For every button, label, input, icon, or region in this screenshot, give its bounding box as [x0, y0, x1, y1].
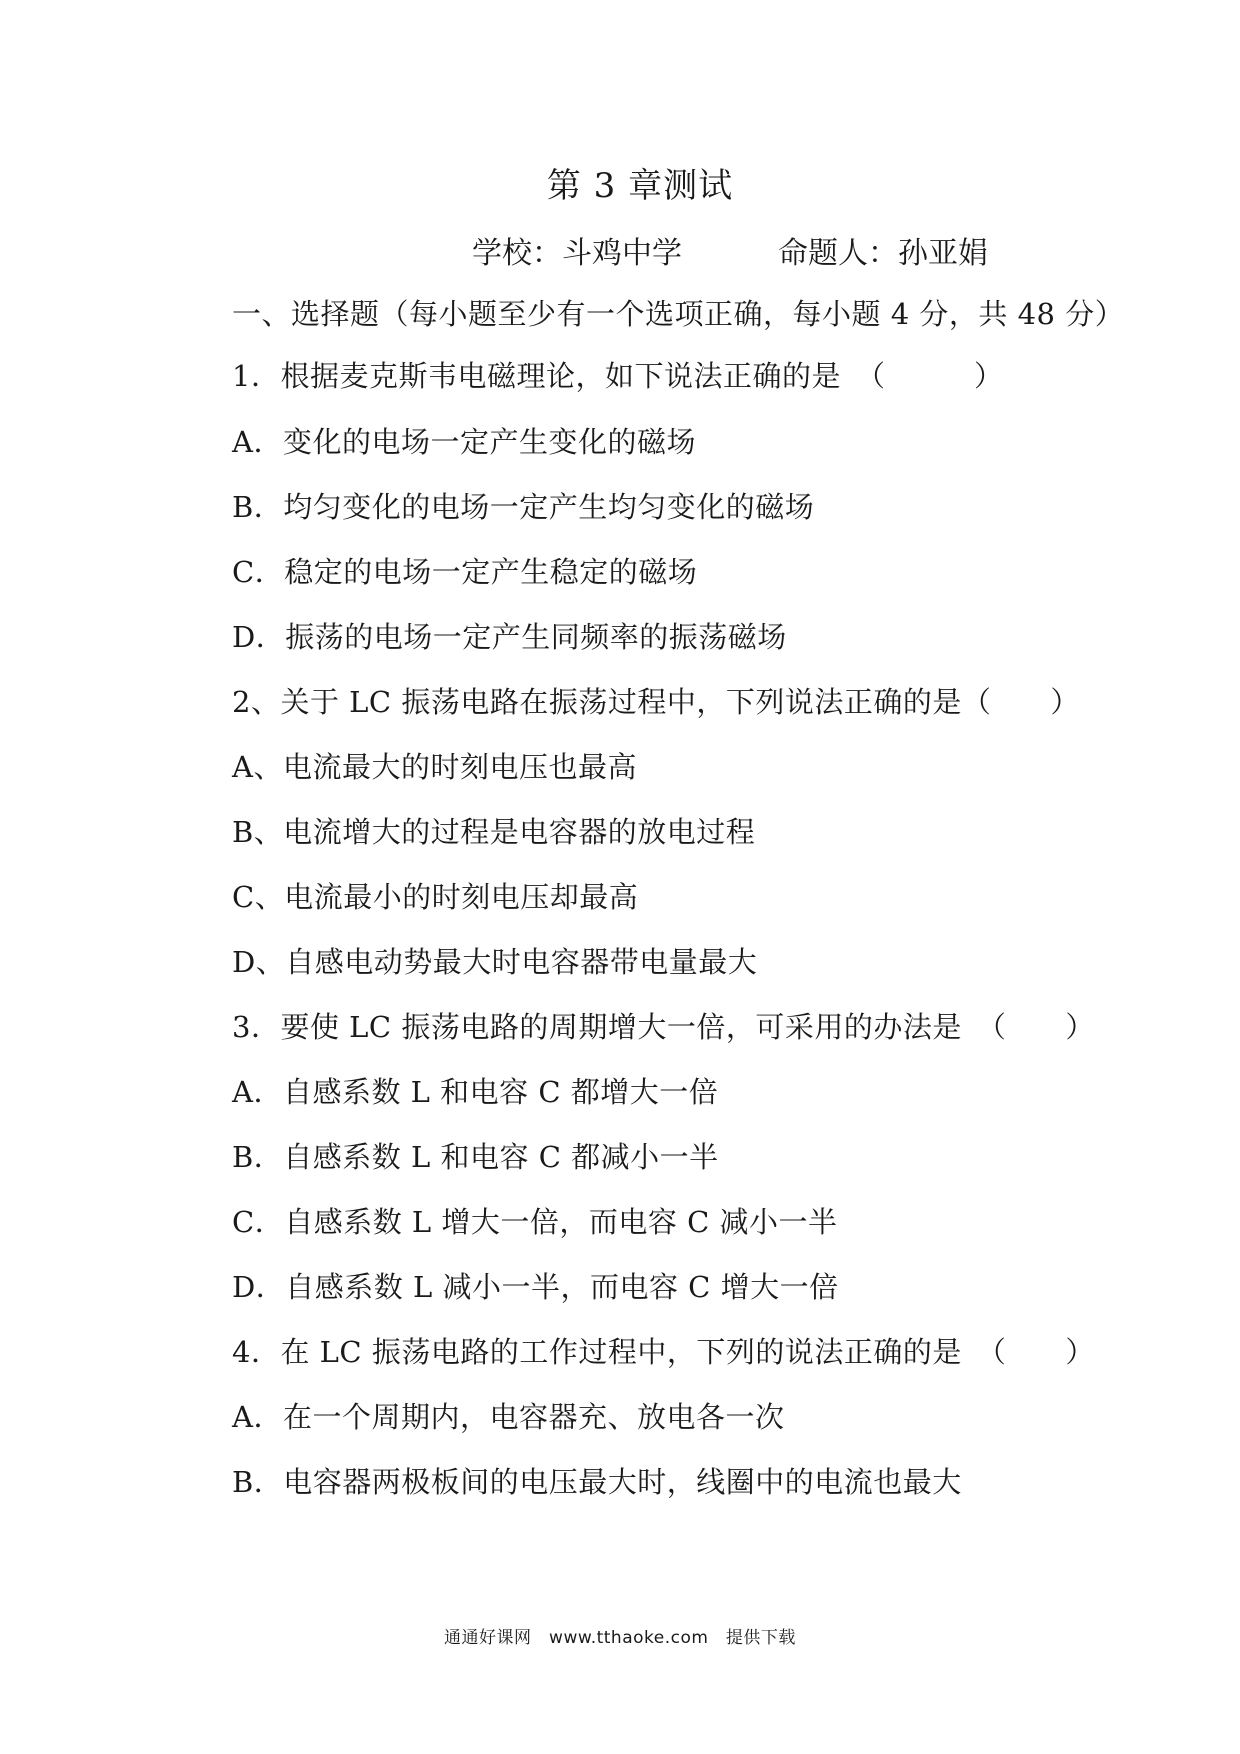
- page-title: 第 3 章测试: [546, 166, 734, 206]
- question-4: 4．在 LC 振荡电路的工作过程中，下列的说法正确的是 （ ）: [232, 1335, 1095, 1369]
- exam-meta: [472, 228, 988, 272]
- q1-option-d: D．振荡的电场一定产生同频率的振荡磁场: [232, 620, 787, 654]
- footer-source: 通通好课网 www.tthaoke.com 提供下载: [444, 1628, 796, 1648]
- question-3: 3．要使 LC 振荡电路的周期增大一倍，可采用的办法是 （ ）: [232, 1010, 1095, 1044]
- q3-option-c: C．自感系数 L 增大一倍，而电容 C 减小一半: [232, 1205, 838, 1239]
- school-label: 学校：斗鸡中学: [472, 236, 682, 271]
- q1-option-a: A．变化的电场一定产生变化的磁场: [232, 425, 696, 459]
- q2-option-a: A、电流最大的时刻电压也最高: [232, 750, 637, 784]
- q4-option-a: A．在一个周期内，电容器充、放电各一次: [232, 1400, 785, 1434]
- q1-option-c: C．稳定的电场一定产生稳定的磁场: [232, 555, 698, 589]
- q2-option-c: C、电流最小的时刻电压却最高: [232, 880, 639, 914]
- q3-option-d: D．自感系数 L 减小一半，而电容 C 增大一倍: [232, 1270, 839, 1304]
- q4-option-b: B．电容器两极板间的电压最大时，线圈中的电流也最大: [232, 1465, 962, 1499]
- author-label: 命题人：孙亚娟: [778, 236, 988, 271]
- section-heading: 一、选择题（每小题至少有一个选项正确，每小题 4 分，共 48 分）: [232, 297, 1125, 331]
- q1-option-b: B．均匀变化的电场一定产生均匀变化的磁场: [232, 490, 815, 524]
- q2-option-b: B、电流增大的过程是电容器的放电过程: [232, 815, 756, 849]
- question-2: 2、关于 LC 振荡电路在振荡过程中，下列说法正确的是（ ）: [232, 685, 1080, 719]
- q2-option-d: D、自感电动势最大时电容器带电量最大: [232, 945, 758, 979]
- q3-option-b: B．自感系数 L 和电容 C 都减小一半: [232, 1140, 719, 1174]
- q3-option-a: A．自感系数 L 和电容 C 都增大一倍: [232, 1075, 719, 1109]
- question-1: 1．根据麦克斯韦电磁理论，如下说法正确的是 （ ）: [232, 359, 1004, 393]
